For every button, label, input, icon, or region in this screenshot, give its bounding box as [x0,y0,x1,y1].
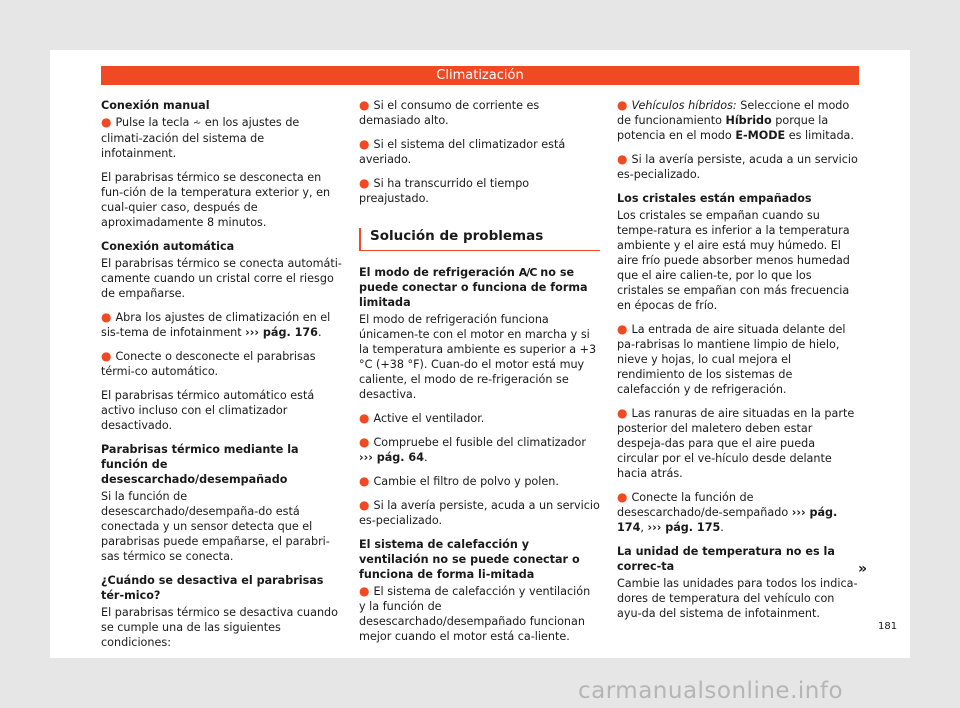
bullet-item: ● Si la avería persiste, acuda a un servicio es-pecializado. [617,152,858,181]
bullet-item: ● Active el ventilador. [359,411,485,425]
heading-manual: Conexión manual [101,99,210,112]
bullet-dot-icon: ● [359,474,370,488]
ac-icon: A/C [518,266,537,279]
bullet-item: ● La entrada de aire situada delante del pa-rabrisas lo mantiene limpio de hielo, nieve y hojas, lo cual mejora el rendimiento de los sistemas de calefacción y de refrigeración. [617,322,846,396]
bullet-dot-icon: ● [359,137,370,151]
bullet-dot-icon: ● [617,322,628,336]
heading-temperature-unit: La unidad de temperatura no es la correc-ta [617,545,835,573]
paragraph: El parabrisas térmico se conecta automáti-camente cuando un cristal corre el riesgo de empañarse. [101,257,342,300]
bullet-item: ● Conecte o desconecte el parabrisas térmi-co automático. [101,349,316,378]
bullet-dot-icon: ● [101,115,112,129]
paragraph: Cambie las unidades para todos los indica-dores de temperatura del vehículo con ayu-da del sistema de infotainment. [617,577,858,620]
heading-heating-system: El sistema de calefacción y ventilación no se puede conectar o funciona de forma li-mitada [359,538,580,581]
column-2 [359,98,600,653]
bullet-item: ● Vehículos híbridos: Seleccione el modo de funcionamiento Híbrido porque la potencia en el modo E-MODE es limitada. [617,98,854,142]
paragraph: Si la función de desescarchado/desempaña-do está conectada y un sensor detecta que el parabrisas puede empañarse, el parabri-sas térmico se conecta. [101,490,330,563]
heading-deactivate: ¿Cuándo se desactiva el parabrisas tér-mico? [101,574,324,602]
bullet-dot-icon: ● [101,349,112,363]
bullet-dot-icon: ● [359,411,370,425]
bullet-item: ● Pulse la tecla ⩪ en los ajustes de climati-zación del sistema de infotainment. [101,115,300,160]
page-reference-link[interactable]: ››› pág. 175 [647,521,721,534]
chapter-header: Climatización [101,66,859,85]
paragraph: El modo de refrigeración funciona únicamen-te con el motor en marcha y si la temperatura ambiente es superior a +3 °C (+38 °F). Cuan-do el motor está muy caliente, el modo de re-frigeración se desactiva. [359,313,597,401]
bullet-item: ● Las ranuras de aire situadas en la parte posterior del maletero deben estar despeja-das para que el aire pueda circular por el ve-hículo desde delante hacia atrás. [617,406,855,480]
paragraph: El parabrisas térmico se desconecta en fun-ción de la temperatura exterior y, en cual-quier caso, después de aproximadamente 8 minutos. [101,171,331,229]
heading-fogged-windows: Los cristales están empañados [617,192,812,205]
bullet-dot-icon: ● [101,310,112,324]
page-number: 181 [878,621,898,632]
bullet-item: ● Compruebe el fusible del climatizador ››› pág. 64. [359,435,586,464]
bullet-dot-icon: ● [617,490,628,504]
heading-automatic: Conexión automática [101,240,235,253]
column-1 [101,98,342,659]
bullet-dot-icon: ● [617,406,628,420]
paragraph: El parabrisas térmico automático está activo incluso con el climatizador desactivado. [101,389,315,432]
heading-defrost: Parabrisas térmico mediante la función de desescarchado/desempañado [101,443,299,486]
bullet-item: ● Conecte la función de desescarchado/de-sempañado ››› pág. 174, ››› pág. 175. [617,490,838,534]
bullet-item: ● El sistema de calefacción y ventilación y la función de desescarchado/desempañado funcionan mejor cuando el motor está ca-liente. [359,584,591,643]
bullet-dot-icon: ● [359,584,370,598]
page-reference-link[interactable]: ››› pág. 64 [359,451,425,464]
page-reference-link[interactable]: ››› pág. 174 [617,506,838,534]
bullet-dot-icon: ● [359,176,370,190]
bullet-dot-icon: ● [617,152,628,166]
continue-mark: » [858,561,868,577]
paragraph: Los cristales se empañan cuando su tempe-ratura es inferior a la temperatura ambiente y el aire está muy húmedo. El aire frío puede absorber menos humedad que el aire calien-te, por lo que los cristales se empañan con más frecuencia en épocas de frío. [617,209,850,312]
bullet-dot-icon: ● [359,435,370,449]
section-title: Solución de problemas [359,228,600,251]
bullet-item: ● Si el sistema del climatizador está averiado. [359,137,566,166]
bullet-dot-icon: ● [617,98,628,112]
windshield-heat-icon: ⩪ [192,118,202,129]
paragraph: El parabrisas térmico se desactiva cuando se cumple una de las siguientes condiciones: [101,606,339,649]
bullet-item: ● Abra los ajustes de climatización en el sis-tema de infotainment ››› pág. 176. [101,310,331,339]
page-reference-link[interactable]: ››› pág. 176 [245,326,318,339]
bullet-item: ● Si el consumo de corriente es demasiado alto. [359,98,540,127]
bullet-dot-icon: ● [359,498,370,512]
watermark: carmanualsonline.info [578,678,844,704]
column-3 [617,98,858,630]
bullet-dot-icon: ● [359,98,370,112]
heading-refrigeration: El modo de refrigeración A/C no se puede conectar o funciona de forma limitada [359,266,588,309]
bullet-item: ● Si la avería persiste, acuda a un servicio es-pecializado. [359,498,600,527]
bullet-item: ● Cambie el filtro de polvo y polen. [359,474,559,488]
bullet-item: ● Si ha transcurrido el tiempo preajustado. [359,176,530,205]
